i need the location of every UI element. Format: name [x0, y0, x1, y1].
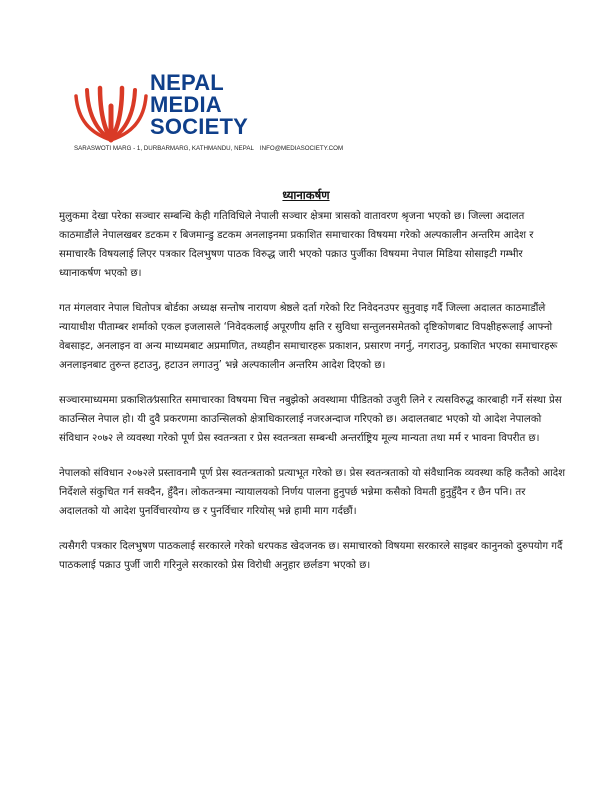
brand-line-nepal: NEPAL	[150, 70, 224, 95]
letterhead-address	[74, 145, 343, 152]
nepal-media-society-logo-mark	[74, 76, 148, 146]
address-text: SARASWOTI MARG - 1, DURBARMARG, KATHMANDU, NEPAL	[74, 145, 254, 152]
brand-wordmark	[150, 72, 248, 138]
brand-line-media: MEDIA	[150, 92, 222, 117]
paragraph-4: नेपालको संविधान २०७२ले प्रस्तावनामै पूर्ण प्रेस स्वतन्त्रताको प्रत्याभूत गरेको छ। प्रेस स्वतन्त्रताको यो संवैधानिक व्यवस्था कहि कतैको आदेश निर्देशले संकुचित गर्न सक्दैन, हुँदैन। लोकतन्त्रमा न्यायालयको निर्णय पालना हुनुपर्छ भन्नेमा कसैको विमती हुनुहुँदैन र छैन पनि। तर अदालतको यो आदेश पुनर्विचारयोग्य छ र पुनर्विचार गरियोस् भन्ने हामी माग गर्दछौं।	[59, 468, 566, 517]
paragraph-3: सञ्चारमाध्यममा प्रकाशित⁄प्रसारित समाचारका विषयमा चित्त नबुझेको अवस्थामा पीडितको उजुरी लिने र त्यसविरुद्ध कारबाही गर्ने संस्था प्रेस काउन्सिल नेपाल हो। यी दुवै प्रकरणमा काउन्सिलको क्षेत्राधिकारलाई नजरअन्दाज गरिएको छ। अदालतबाट भएको यो आदेश नेपालको संविधान २०७२ ले व्यवस्था गरेको पूर्ण प्रेस स्वतन्त्रता र प्रेस स्वतन्त्रता सम्बन्धी अन्तर्राष्ट्रिय मूल्य मान्यता तथा मर्म र भावना विपरीत छ।	[59, 395, 562, 444]
letterhead	[74, 70, 554, 160]
brand-line-society: SOCIETY	[150, 114, 248, 139]
email-text: INFO@MEDIASOCIETY.COM	[259, 145, 344, 152]
paragraph-5: त्यसैगरी पत्रकार दिलभुषण पाठकलाई सरकारले गरेको धरपकड खेदजनक छ। समाचारको विषयमा सरकारले साइबर कानुनको दुरुपयोग गर्दै पाठकलाई पक्राउ पुर्जी जारी गरिनुले सरकारको प्रेस विरोधी अनुहार छर्लङग भएको छ।	[59, 541, 563, 571]
paragraph-2: गत मंगलवार नेपाल धितोपत्र बोर्डका अध्यक्ष सन्तोष नारायण श्रेष्ठले दर्ता गरेको रिट निवेदनउपर सुनुवाइ गर्दै जिल्ला अदालत काठमाडौंले न्यायाधीश पीताम्बर शर्माको एकल इजलासले ‘निवेदकलाई अपूरणीय क्षति र सुविधा सन्तुलनसमेतको दृष्टिकोणबाट विपक्षीहरूलाई आफ्नो वेबसाइट, अनलाइन वा अन्य माध्यमबाट अप्रमाणित, तथ्यहीन समाचारहरू प्रकाशन, प्रसारण नगर्नु, नगराउनु, प्रकाशित भएका समाचारहरू अनलाइनबाट तुरुन्त हटाउनु, हटाउन लगाउनु’ भन्ने अल्पकालीन अन्तरिम आदेश दिएको छ।	[59, 303, 558, 371]
document-body	[59, 207, 567, 591]
paragraph-1: मुलुकमा देखा परेका सञ्चार सम्बन्धि केही गतिविधिले नेपाली सञ्चार क्षेत्रमा त्रासको वातावरण श्रृजना भएको छ। जिल्ला अदालत काठमाडौंले नेपालखबर डटकम र बिजमान्डु डटकम अनलाइनमा प्रकाशित समाचारका विषयमा गरेको अल्पकालीन अन्तरिम आदेश र समाचारकै विषयलाई लिएर पत्रकार दिलभुषण पाठक विरुद्ध जारी भएको पक्राउ पुर्जीका विषयमा नेपाल मिडिया सोसाइटी गम्भीर ध्यानाकर्षण भएको छ।	[59, 211, 534, 279]
document-title: ध्यानाकर्षण	[282, 188, 330, 202]
